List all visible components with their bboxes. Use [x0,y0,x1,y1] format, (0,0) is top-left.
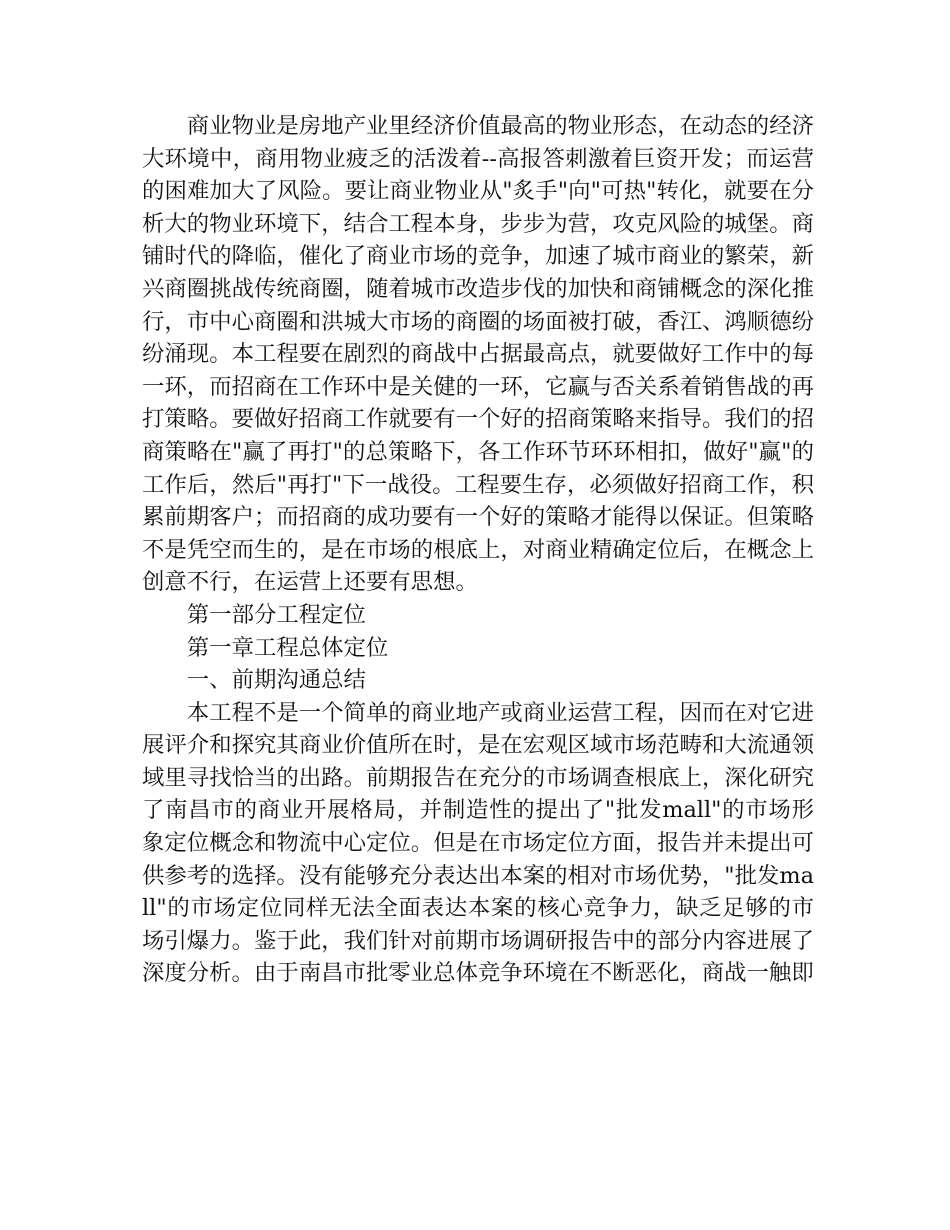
intro-paragraph: 商业物业是房地产业里经济价值最高的物业形态，在动态的经济大环境中，商用物业疲乏的活泼着--高报答刺激着巨资开发；而运营的困难加大了风险。要让商业物业从"炙手"向"可热"转化，就要在分析大的物业环境下，结合工程本身，步步为营，攻克风险的城堡。商铺时代的降临，催化了商业市场的竞争，加速了城市商业的繁荣，新兴商圈挑战传统商圈，随着城市改造步伐的加快和商铺概念的深化推行，市中心商圈和洪城大市场的商圈的场面被打破，香江、鸿顺德纷纷涌现。本工程要在剧烈的商战中占据最高点，就要做好工作中的每一环，而招商在工作环中是关健的一环，它赢与否关系着销售战的再打策略。要做好招商工作就要有一个好的招商策略来指导。我们的招商策略在"赢了再打"的总策略下，各工作环节环环相扣，做好"赢"的工作后，然后"再打"下一战役。工程要生存，必须做好招商工作，积累前期客户；而招商的成功要有一个好的策略才能得以保证。但策略不是凭空而生的，是在市场的根底上，对商业精确定位后，在概念上创意不行，在运营上还要有思想。 [142,113,814,596]
body-paragraph: 本工程不是一个简单的商业地产或商业运营工程，因而在对它进展评介和探究其商业价值所在时，是在宏观区域市场范畴和大流通领域里寻找恰当的出路。前期报告在充分的市场调查根底上，深化研究了南昌市的商业开展格局，并制造性的提出了"批发mall"的市场形象定位概念和物流中心定位。但是在市场定位方面，报告并未提出可供参考的选择。没有能够充分表达出本案的相对市场优势，"批发mall"的市场定位同样无法全面表达本案的核心竞争力，缺乏足够的市场引爆力。鉴于此，我们针对前期市场调研报告中的部分内容进展了深度分析。由于南昌市批零业总体竞争环境在不断恶化，商战一触即 [142,699,814,987]
part-heading: 第一部分工程定位 [186,601,366,628]
section-heading: 一、前期沟通总结 [186,667,366,694]
chapter-heading: 第一章工程总体定位 [186,634,389,661]
document-body [142,110,814,990]
